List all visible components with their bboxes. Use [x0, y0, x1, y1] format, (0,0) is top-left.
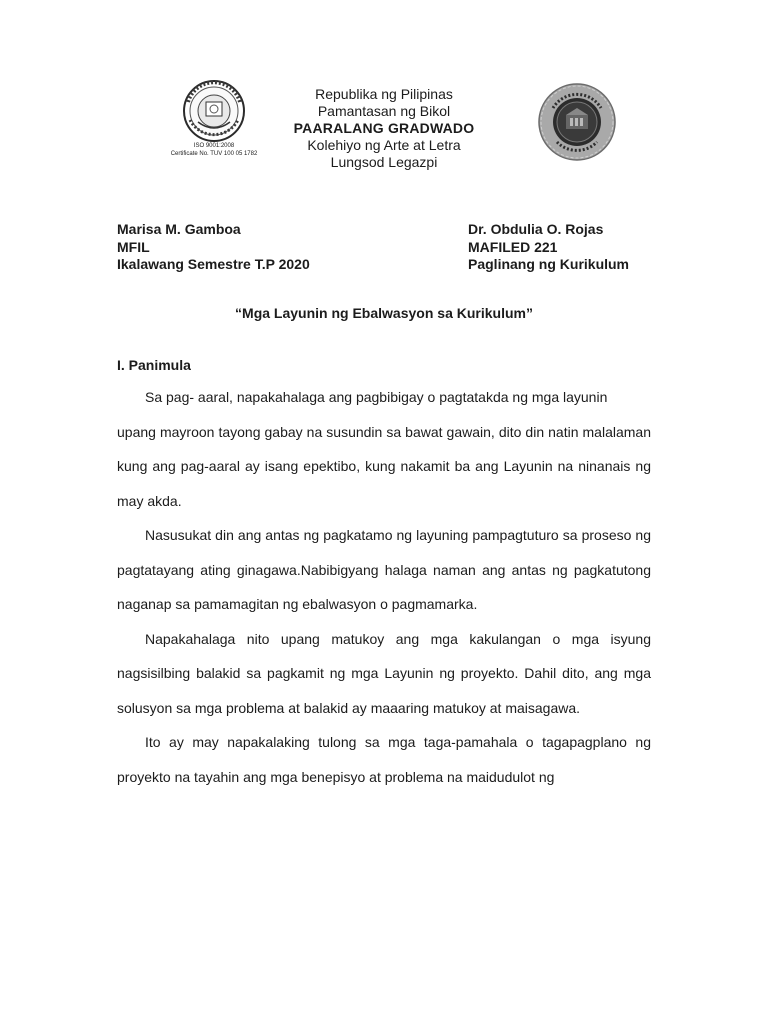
header-city: Lungsod Legazpi: [330, 154, 438, 170]
semester: Ikalawang Semestre T.P 2020: [117, 256, 310, 272]
graduate-school-logo-right: [537, 82, 617, 162]
document-header: [250, 86, 518, 171]
graduate-school-seal-icon: [537, 82, 617, 162]
student-name: Marisa M. Gamboa: [117, 221, 241, 237]
course-code: MAFILED 221: [468, 238, 558, 255]
bicol-university-seal-icon: [164, 80, 264, 142]
paragraph: Ito ay may napakalaking tulong sa mga taga-pamahala o tagapagplano ng proyekto na tayahin ang mga benepisyo at problema na maidudulot ng: [117, 734, 651, 785]
university-logo-left: [164, 80, 264, 166]
section-heading: I. Panimula: [117, 357, 191, 373]
iso-certificate-number: Certificate No. TUV 100 05 1782: [170, 151, 258, 157]
paragraph: Sa pag- aaral, napakahalaga ang pagbibigay o pagtatakda ng mga layunin: [145, 389, 608, 405]
student-program: MFIL: [117, 238, 150, 255]
paragraph: Napakahalaga nito upang matukoy ang mga kakulangan o mga isyung nagsisilbing balakid sa pagkamit ng mga Layunin ng proyekto. Dahil dito, ang mga solusyon sa mga problema at balakid ay maaaring matukoy at maisagawa.: [117, 630, 651, 716]
document-title: “Mga Layunin ng Ebalwasyon sa Kurikulum”: [235, 305, 533, 321]
iso-certification-line: ISO 9001:2008: [193, 143, 235, 149]
paragraph: upang mayroon tayong gabay na susundin sa bawat gawain, dito din natin malalaman kung ang pag-aaral ay isang epektibo, kung nakamit ba ang Layunin na ninanais ng may akda.: [117, 423, 651, 509]
student-info: [117, 221, 310, 274]
professor-info: [468, 221, 629, 274]
professor-name: Dr. Obdulia O. Rojas: [468, 221, 604, 237]
header-school: PAARALANG GRADWADO: [293, 120, 475, 136]
body-text: [117, 380, 651, 794]
paragraph: Nasusukat din ang antas ng pagkatamo ng layuning pampagtuturo sa proseso ng pagtatayang ating ginagawa.Nabibigyang halaga naman ang antas ng pagkatutong naganap sa pamamagitan ng ebalwasyon o pagmamarka.: [117, 527, 651, 612]
course-title: Paglinang ng Kurikulum: [468, 256, 630, 272]
header-university: Pamantasan ng Bikol: [317, 103, 451, 119]
header-republic: Republika ng Pilipinas: [315, 86, 453, 102]
header-college: Kolehiyo ng Arte at Letra: [307, 137, 461, 153]
